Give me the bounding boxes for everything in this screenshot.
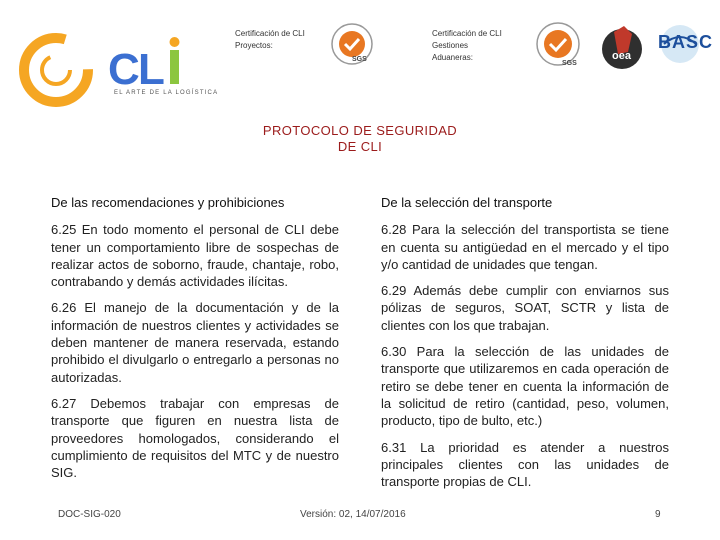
page-title-line-1: PROTOCOLO DE SEGURIDAD (262, 123, 458, 138)
paragraph-6-31: 6.31 La prioridad es atender a nuestros principales clientes con las unidades de transporte propias de CLI. (381, 439, 669, 490)
svg-text:C: C (108, 45, 140, 94)
page-number: 9 (655, 509, 661, 520)
cert-aduaneras-line-3: Aduaneras: (432, 53, 473, 62)
paragraph-6-28: 6.28 Para la selección del transportista se tiene en cuenta su antigüedad en el mercado y el tipo y/o cantidad de unidades que tengan. (381, 222, 669, 272)
cert-aduaneras-line-1: Certificación de CLI (432, 29, 502, 38)
right-column (381, 194, 669, 499)
cert-aduaneras-label (432, 28, 502, 64)
svg-text:L: L (138, 45, 165, 94)
cli-logo (10, 30, 230, 110)
version-date: Versión: 02, 14/07/2016 (300, 509, 406, 520)
basc-label: BASC (658, 32, 714, 52)
paragraph-6-30: 6.30 Para la selección de las unidades de transporte que utilizaremos en cada operación de retiro se debe tener en cuenta la información de la solicitud de retiro (cantidad, peso, volumen, producto, tipo de bulto, etc.) (381, 344, 669, 429)
cli-logo-icon (10, 30, 230, 110)
oea-peru-icon (600, 22, 644, 72)
sgs-mark-aduaneras: SGS (562, 60, 577, 67)
cert-proyectos-line-2: Proyectos: (235, 41, 273, 50)
right-heading: De la selección del transporte (381, 195, 553, 210)
oea-label: oea (612, 50, 631, 62)
left-heading: De las recomendaciones y prohibiciones (51, 195, 285, 210)
cert-proyectos-line-1: Certificación de CLI (235, 29, 305, 38)
page-title (210, 123, 510, 155)
logo-tagline: EL ARTE DE LA LOGÍSTICA (114, 90, 219, 96)
sgs-mark-proyectos: SGS (352, 56, 367, 63)
paragraph-6-29: 6.29 Además debe cumplir con enviarnos sus pólizas de seguros, SOAT, SCTR y lista de clientes con los que trabajan. (381, 283, 669, 333)
paragraph-6-26: 6.26 El manejo de la documentación y de la información de nuestros clientes y actividades se deben mantener de manera reservada, estando prohibido el divulgarlo o entregarlo a personas no autorizadas. (51, 300, 339, 385)
left-column (51, 194, 339, 490)
page-title-line-2: DE CLI (337, 139, 383, 154)
cert-proyectos-label (235, 28, 305, 52)
doc-code: DOC-SIG-020 (58, 509, 121, 520)
cert-aduaneras-line-2: Gestiones (432, 41, 469, 50)
paragraph-6-25: 6.25 En todo momento el personal de CLI debe tener un comportamiento libre de sospechas de realizar actos de soborno, fraude, chantaje, robo, contrabando y demás actividades ilícitas. (51, 222, 339, 290)
basc-badge (652, 22, 714, 74)
oea-badge (600, 22, 644, 72)
paragraph-6-27: 6.27 Debemos trabajar con empresas de transporte que figuren en nuestra lista de proveedores homologados, considerando el cumplimiento de requisitos del MTC y de nuestro SIG. (51, 395, 339, 481)
